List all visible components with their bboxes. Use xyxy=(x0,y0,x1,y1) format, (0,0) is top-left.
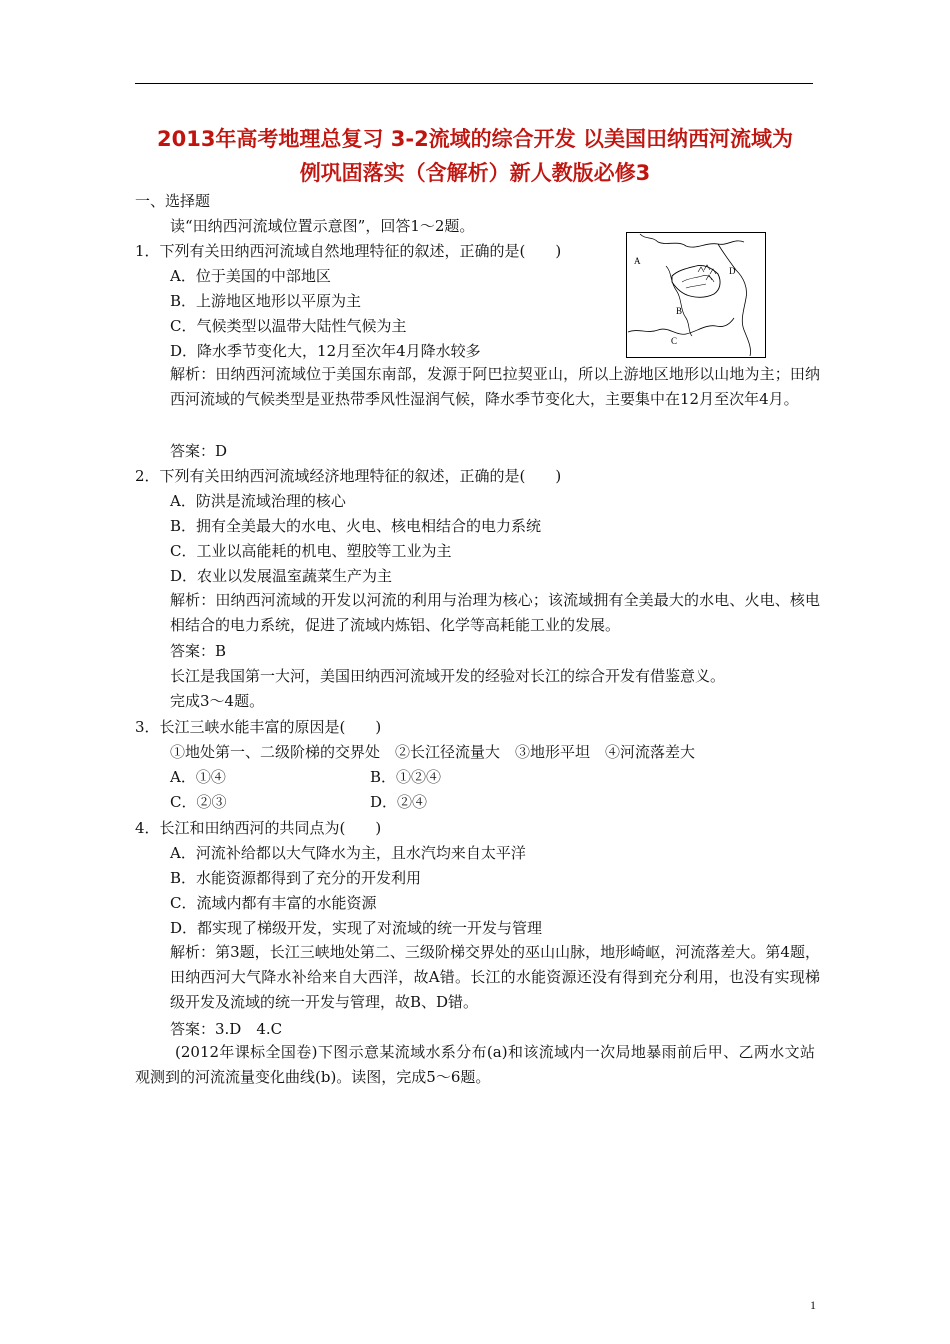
question-4-option-b: B．水能资源都得到了充分的开发利用 xyxy=(170,869,422,887)
map-label-b: B xyxy=(676,306,683,316)
question-1-answer: 答案：D xyxy=(170,442,228,460)
question-4-answer: 答案：3.D 4.C xyxy=(170,1020,283,1038)
question-3-option-b: B．①②④ xyxy=(370,768,442,786)
page-number: 1 xyxy=(810,1298,816,1312)
question-1-option-b: B．上游地区地形以平原为主 xyxy=(170,292,362,310)
question-2-option-d: D．农业以发展温室蔬菜生产为主 xyxy=(170,567,393,585)
section-heading: 一、选择题 xyxy=(135,192,211,210)
header-rule xyxy=(135,83,813,84)
map-label-c: C xyxy=(671,336,678,346)
question-2-stem: 2．下列有关田纳西河流域经济地理特征的叙述，正确的是( ) xyxy=(135,467,562,485)
question-1-option-c: C．气候类型以温带大陆性气候为主 xyxy=(170,317,407,335)
question-1-stem: 1．下列有关田纳西河流域自然地理特征的叙述，正确的是( ) xyxy=(135,242,562,260)
passage-2012-exam: (2012年课标全国卷)下图示意某流域水系分布(a)和该流域内一次局地暴雨前后甲、乙两水文站观测到的河流流量变化曲线(b)。读图，完成5～6题。 xyxy=(135,1043,815,1086)
page-title-line-1: 2013年高考地理总复习 3-2流域的综合开发 以美国田纳西河流域为 xyxy=(156,127,793,151)
map-label-a: A xyxy=(634,256,641,266)
passage-yangtze: 长江是我国第一大河，美国田纳西河流域开发的经验对长江的综合开发有借鉴意义。 xyxy=(170,667,726,685)
question-4-option-c: C．流域内都有丰富的水能资源 xyxy=(170,894,377,912)
map-label-d: D xyxy=(729,266,736,276)
question-2-option-a: A．防洪是流域治理的核心 xyxy=(170,492,346,510)
intro-questions-3-4: 完成3～4题。 xyxy=(170,692,265,710)
question-1-analysis: 解析：田纳西河流域位于美国东南部，发源于阿巴拉契亚山，所以上游地区地形以山地为主；田纳西河流域的气候类型是亚热带季风性湿润气候，降水季节变化大，主要集中在12月至次年4月。 xyxy=(170,365,820,408)
question-4-option-d: D．都实现了梯级开发，实现了对流域的统一开发与管理 xyxy=(170,919,543,937)
question-3-option-a: A．①④ xyxy=(170,768,226,786)
question-3-stem: 3．长江三峡水能丰富的原因是( ) xyxy=(135,718,382,736)
question-4-option-a: A．河流补给都以大气降水为主，且水汽均来自太平洋 xyxy=(170,844,526,862)
question-2-answer: 答案：B xyxy=(170,642,227,660)
question-3-option-d: D．②④ xyxy=(370,793,428,811)
intro-text: 读“田纳西河流域位置示意图”，回答1～2题。 xyxy=(170,217,475,235)
question-3-option-c: C．②③ xyxy=(170,793,227,811)
question-2-analysis: 解析：田纳西河流域的开发以河流的利用与治理为核心；该流域拥有全美最大的水电、火电、核电相结合的电力系统，促进了流域内炼铝、化学等高耗能工业的发展。 xyxy=(170,591,820,634)
question-4-stem: 4．长江和田纳西河的共同点为( ) xyxy=(135,819,382,837)
question-3-items: ①地处第一、二级阶梯的交界处 ②长江径流量大 ③地形平坦 ④河流落差大 xyxy=(170,743,696,761)
question-4-analysis: 解析：第3题，长江三峡地处第二、三级阶梯交界处的巫山山脉，地形崎岖，河流落差大。第4题，田纳西河大气降水补给来自大西洋，故A错。长江的水能资源还没有得到充分利用，也没有实现梯级开发及流域的统一开发与管理，故B、D错。 xyxy=(170,943,820,1011)
question-2-option-c: C．工业以高能耗的机电、塑胶等工业为主 xyxy=(170,542,452,560)
question-2-option-b: B．拥有全美最大的水电、火电、核电相结合的电力系统 xyxy=(170,517,542,535)
page-title-line-2: 例巩固落实（含解析）新人教版必修3 xyxy=(299,161,651,185)
tennessee-basin-map xyxy=(626,232,766,358)
question-1-option-a: A．位于美国的中部地区 xyxy=(170,267,331,285)
question-1-option-d: D．降水季节变化大，12月至次年4月降水较多 xyxy=(170,342,481,360)
